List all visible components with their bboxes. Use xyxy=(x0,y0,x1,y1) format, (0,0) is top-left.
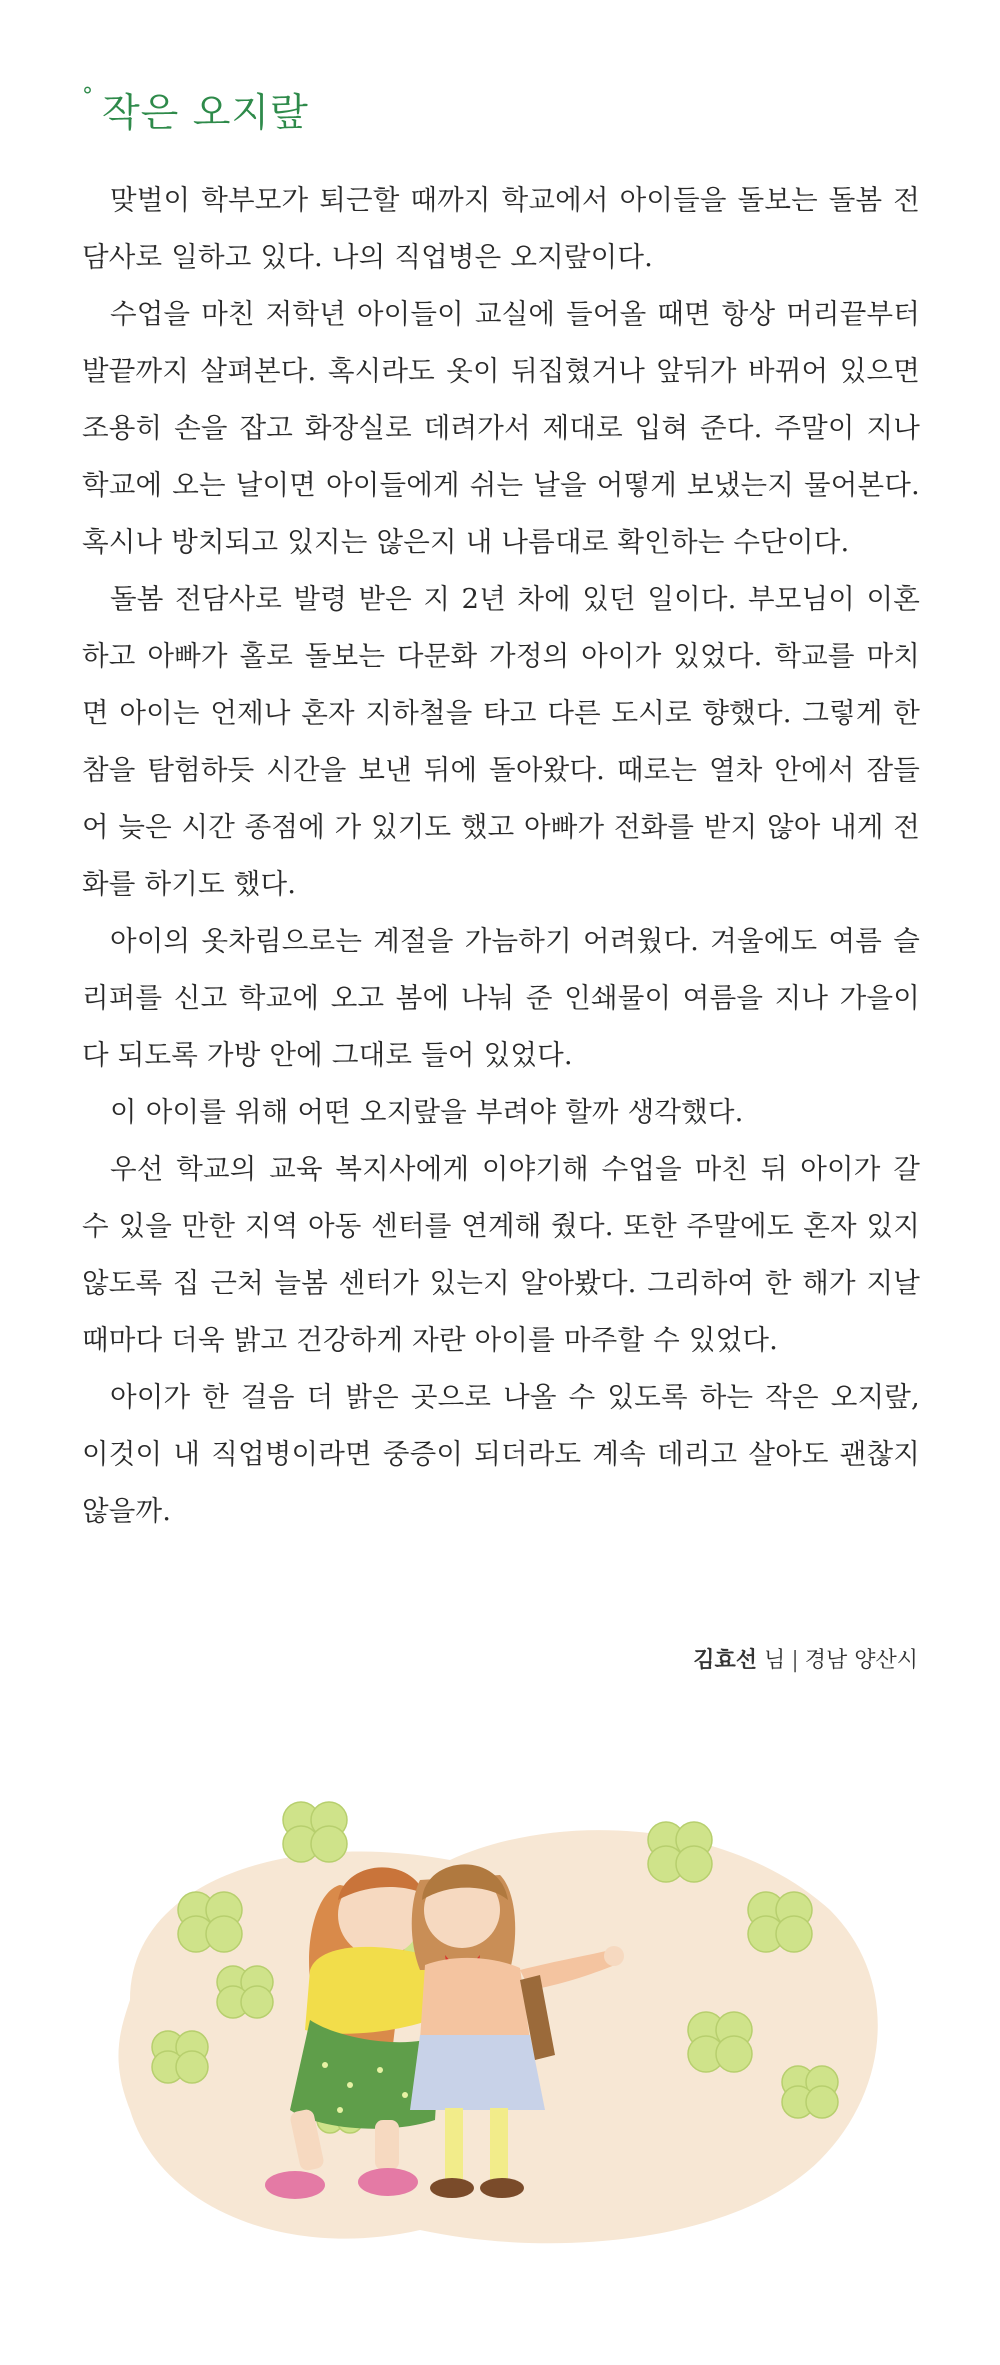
author-honorific: 님 xyxy=(757,1648,786,1673)
paragraph: 아이의 옷차림으로는 계절을 가늠하기 어려웠다. 겨울에도 여름 슬리퍼를 신고 학교에 오고 봄에 나눠 준 인쇄물이 여름을 지나 가을이 다 되도록 가방 안에 그대로 들어 있었다. xyxy=(82,925,920,1071)
paragraph: 돌봄 전담사로 발령 받은 지 2년 차에 있던 일이다. 부모님이 이혼하고 아빠가 홀로 돌보는 다문화 가정의 아이가 있었다. 학교를 마치면 아이는 언제나 혼자 지하철을 타고 다른 도시로 향했다. 그렇게 한참을 탐험하듯 시간을 보낸 뒤에 돌아왔다. 때로는 열차 안에서 잠들어 늦은 시간 종점에 가 있기도 했고 아빠가 전화를 받지 않아 내게 전화를 하기도 했다. xyxy=(82,583,920,900)
title-bullet: ° xyxy=(82,84,94,109)
article-body xyxy=(82,172,920,1540)
author-byline xyxy=(693,1643,918,1674)
illustration-two-girls-hugging xyxy=(90,1790,910,2270)
page-title xyxy=(82,82,309,138)
paragraph: 아이가 한 걸음 더 밝은 곳으로 나올 수 있도록 하는 작은 오지랖, 이것이 내 직업병이라면 중증이 되더라도 계속 데리고 살아도 괜찮지 않을까. xyxy=(82,1381,920,1527)
author-location: 경남 양산시 xyxy=(804,1648,918,1673)
paragraph: 맞벌이 학부모가 퇴근할 때까지 학교에서 아이들을 돌보는 돌봄 전담사로 일하고 있다. 나의 직업병은 오지랖이다. xyxy=(82,184,920,273)
title-text: 작은 오지랖 xyxy=(102,91,309,136)
paragraph: 수업을 마친 저학년 아이들이 교실에 들어올 때면 항상 머리끝부터 발끝까지 살펴본다. 혹시라도 옷이 뒤집혔거나 앞뒤가 바뀌어 있으면 조용히 손을 잡고 화장실로 데려가서 제대로 입혀 준다. 주말이 지나 학교에 오는 날이면 아이들에게 쉬는 날을 어떻게 보냈는지 물어본다. 혹시나 방치되고 있지는 않은지 내 나름대로 확인하는 수단이다. xyxy=(82,298,920,558)
author-name: 김효선 xyxy=(693,1648,758,1673)
byline-separator: | xyxy=(791,1648,799,1673)
paragraph: 이 아이를 위해 어떤 오지랖을 부려야 할까 생각했다. xyxy=(110,1096,744,1128)
paragraph: 우선 학교의 교육 복지사에게 이야기해 수업을 마친 뒤 아이가 갈 수 있을 만한 지역 아동 센터를 연계해 줬다. 또한 주말에도 혼자 있지 않도록 집 근처 늘봄 센터가 있는지 알아봤다. 그리하여 한 해가 지날 때마다 더욱 밝고 건강하게 자란 아이를 마주할 수 있었다. xyxy=(82,1153,920,1356)
